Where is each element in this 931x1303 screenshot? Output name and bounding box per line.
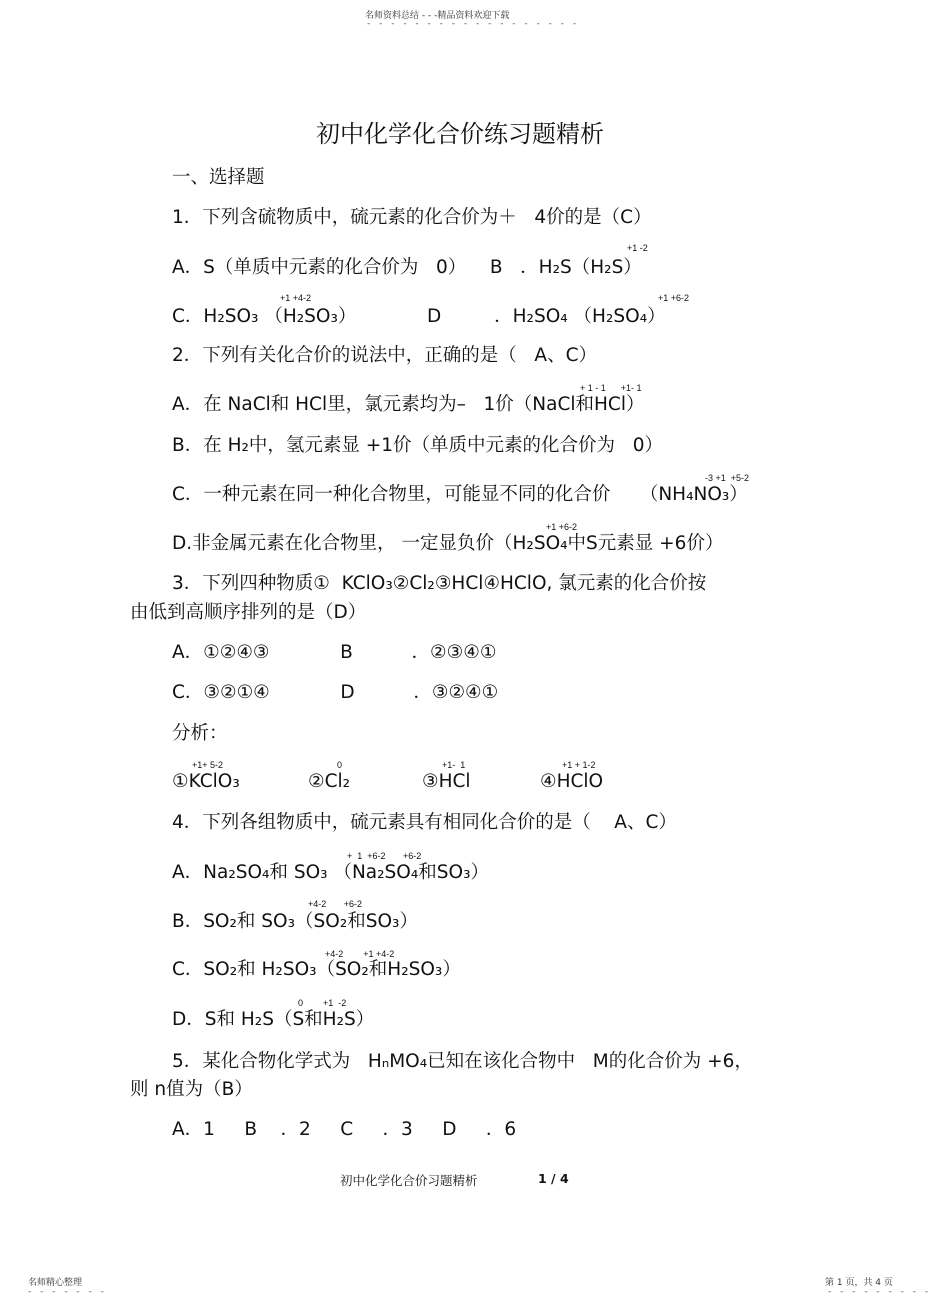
q5-stem-1: 5．某化合物化学式为 HₙMO₄已知在该化合物中 M的化合价为 +6， bbox=[172, 1051, 753, 1072]
page-title: 初中化学化合价练习题精析 bbox=[316, 120, 604, 148]
q1-stem: 1．下列含硫物质中，硫元素的化合价为＋ 4价的是（C） bbox=[172, 207, 652, 228]
f4-valence: +1 + 1-2 bbox=[562, 760, 596, 770]
q5-stem-2: 则 n值为（B） bbox=[130, 1079, 253, 1100]
bottom-right-dots: - - - - - - - - - bbox=[828, 1287, 931, 1297]
q2-option-b: B．在 H₂中，氢元素显 +1价（单质中元素的化合价为 0） bbox=[172, 435, 663, 456]
bottom-left-label: 名师精心整理 bbox=[28, 1278, 83, 1288]
q3-stem-1: 3．下列四种物质① KClO₃②Cl₂③HCl④HClO, 氯元素的化合价按 bbox=[172, 573, 707, 594]
q2-option-a: A．在 NaCl和 HCl里，氯元素均为– 1价（NaCl和HCl） bbox=[172, 394, 645, 415]
formula-1: ①KClO₃ bbox=[172, 771, 240, 792]
q2-a-valence: + 1 - 1 +1- 1 bbox=[580, 383, 642, 393]
f2-valence: 0 bbox=[337, 760, 343, 770]
footer-page: 1 / 4 bbox=[538, 1171, 569, 1186]
q4-a-valence: + 1 +6-2 +6-2 bbox=[347, 851, 422, 861]
q2-option-d: D.非金属元素在化合物里， 一定显负价（H₂SO₄中S元素显 +6价） bbox=[172, 533, 724, 554]
q2-stem: 2．下列有关化合价的说法中，正确的是（ A、C） bbox=[172, 345, 597, 366]
bottom-page-count: 第 1 页，共 4 页 bbox=[825, 1278, 893, 1288]
q1-a-valence: +1 -2 bbox=[627, 243, 648, 253]
q4-c-valence: +4-2 +1 +4-2 bbox=[325, 949, 395, 959]
q4-option-d: D．S和 H₂S（S和H₂S） bbox=[172, 1009, 375, 1030]
q3-options-cd: C．③②①④ D ．③②④① bbox=[172, 682, 499, 703]
q4-option-c: C．SO₂和 H₂SO₃（SO₂和H₂SO₃） bbox=[172, 959, 461, 980]
formula-2: ②Cl₂ bbox=[308, 771, 351, 792]
q4-b-valence: +4-2 +6-2 bbox=[308, 899, 363, 909]
header-banner: 名师资料总结 - - -精品资料欢迎下载 bbox=[365, 11, 510, 21]
q3-options-ab: A．①②④③ B ．②③④① bbox=[172, 642, 497, 663]
bottom-left-dots: - - - - - - - bbox=[28, 1287, 107, 1297]
q2-option-c: C．一种元素在同一种化合物里，可能显不同的化合价 （NH₄NO₃） bbox=[172, 484, 748, 505]
q4-option-a: A．Na₂SO₄和 SO₃ （Na₂SO₄和SO₃） bbox=[172, 862, 489, 883]
q4-option-b: B．SO₂和 SO₃（SO₂和SO₃） bbox=[172, 911, 418, 932]
formula-4: ④HClO bbox=[540, 771, 604, 792]
q4-d-valence: 0 +1 -2 bbox=[298, 998, 347, 1008]
f1-valence: +1+ 5-2 bbox=[192, 760, 224, 770]
q1-options-ab: A．S（单质中元素的化合价为 0） B ．H₂S（H₂S） bbox=[172, 257, 642, 278]
f3-valence: +1- 1 bbox=[442, 760, 466, 770]
footer-title: 初中化学化合价习题精析 bbox=[340, 1173, 478, 1188]
q3-analysis-label: 分析： bbox=[172, 723, 228, 744]
q2-c-valence: -3 +1 +5-2 bbox=[705, 473, 750, 483]
section-heading: 一、选择题 bbox=[172, 167, 265, 188]
header-dots: - - - - - - - - - - - - - - - - - - bbox=[367, 19, 580, 29]
q4-stem: 4．下列各组物质中，硫元素具有相同化合价的是（ A、C） bbox=[172, 812, 677, 833]
q1-c-valence: +1 +4-2 bbox=[280, 293, 312, 303]
q5-options: A．1 B ．2 C ．3 D ．6 bbox=[172, 1119, 517, 1140]
q1-options-cd: C．H₂SO₃ （H₂SO₃） D ．H₂SO₄ （H₂SO₄） bbox=[172, 306, 666, 327]
q2-d-valence: +1 +6-2 bbox=[546, 522, 578, 532]
q1-d-valence: +1 +6-2 bbox=[658, 293, 690, 303]
formula-3: ③HCl bbox=[422, 771, 471, 792]
q3-stem-2: 由低到高顺序排列的是（D） bbox=[130, 602, 367, 623]
